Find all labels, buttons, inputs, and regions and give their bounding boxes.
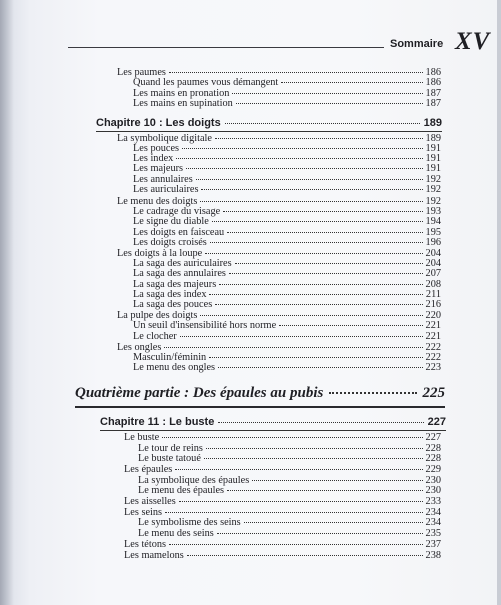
dot-leader (215, 138, 423, 139)
toc-entry (133, 216, 441, 227)
dot-leader (227, 490, 422, 491)
toc-entry-title: Les index (133, 153, 174, 164)
toc-entry-page: 204 (425, 258, 441, 269)
toc-entry-title: Les doigts à la loupe (117, 248, 203, 259)
toc-entry-page: 194 (425, 216, 441, 227)
toc-entry-page: 238 (425, 550, 441, 561)
dot-leader (209, 357, 422, 358)
toc-entry (133, 268, 441, 279)
toc-entry-title: Le menu des ongles (133, 362, 216, 373)
dot-leader (215, 304, 422, 305)
toc-entry (138, 528, 441, 539)
chapter-11-heading (100, 416, 446, 428)
part-4-heading-title: Quatrième partie : Des épaules au pubis (75, 385, 324, 401)
toc-entry (138, 517, 441, 528)
toc-entry (124, 496, 441, 507)
toc-entry-page: 221 (425, 320, 441, 331)
toc-entry-page: 230 (425, 475, 441, 486)
toc-entry-title: Le symbolisme des seins (138, 517, 241, 528)
part-4-heading-page: 225 (422, 385, 445, 401)
toc-entry-title: Le clocher (133, 331, 177, 342)
dot-leader (165, 512, 423, 513)
toc-entry-title: Le buste tatoué (138, 453, 201, 464)
toc-entry-title: Les tétons (124, 539, 167, 550)
toc-entry (133, 320, 441, 331)
toc-entry-page: 189 (425, 133, 441, 144)
dot-leader (175, 469, 422, 470)
toc-entry (133, 331, 441, 342)
chapter-10-heading-page: 189 (423, 117, 442, 129)
toc-entry-title: Le cadrage du visage (133, 206, 221, 217)
dot-leader (196, 179, 423, 180)
toc-entry (133, 362, 441, 373)
toc-entry-page: 192 (425, 174, 441, 185)
toc-entry-title: Les épaules (124, 464, 173, 475)
toc-entry (138, 485, 441, 496)
toc-entry (133, 98, 441, 109)
dot-leader (252, 480, 422, 481)
toc-entry-title: Le menu des épaules (138, 485, 225, 496)
toc-entry-page: 233 (425, 496, 441, 507)
toc-entry-page: 191 (425, 163, 441, 174)
dot-leader (169, 544, 423, 545)
dot-leader (209, 294, 422, 295)
toc-entry-page: 220 (425, 310, 441, 321)
part-4-heading-rule (75, 406, 445, 408)
toc-entry-title: Masculin/féminin (133, 352, 207, 363)
toc-entry-page: 235 (425, 528, 441, 539)
dot-leader (227, 232, 422, 233)
dot-leader (225, 123, 420, 124)
toc-entry-title: Les annulaires (133, 174, 193, 185)
toc-entry-page: 192 (425, 196, 441, 207)
toc-entry-title: Un seuil d'insensibilité hors norme (133, 320, 277, 331)
toc-entry-page: 221 (425, 331, 441, 342)
toc-entry-page: 237 (425, 539, 441, 550)
toc-entry-title: La saga des annulaires (133, 268, 226, 279)
chapter-11-heading-page: 227 (427, 416, 446, 428)
dot-leader (217, 533, 423, 534)
dot-leader (200, 315, 422, 316)
toc-entry-title: La saga des auriculaires (133, 258, 232, 269)
toc-entry-page: 222 (425, 352, 441, 363)
toc-entry-page: 187 (425, 98, 441, 109)
toc-entry-title: Le menu des doigts (117, 196, 198, 207)
toc-entry-page: 191 (425, 143, 441, 154)
dot-leader (218, 367, 422, 368)
toc-entry-title: Les pouces (133, 143, 180, 154)
dot-leader (186, 168, 423, 169)
dot-leader (164, 347, 422, 348)
toc-entry-page: 228 (425, 453, 441, 464)
dot-leader (182, 148, 423, 149)
dot-leader (162, 437, 422, 438)
dot-leader (229, 273, 423, 274)
toc-entry-page: 234 (425, 507, 441, 518)
toc-entry-page: 211 (425, 289, 441, 300)
toc-entry-page: 216 (425, 299, 441, 310)
chapter-10-heading-rule (96, 131, 442, 132)
chapter-11-heading-rule (100, 430, 446, 431)
toc-entry-page: 186 (425, 67, 441, 78)
toc-entry-title: Le tour de reins (138, 443, 203, 454)
toc-entry-page: 223 (425, 362, 441, 373)
dot-leader (235, 263, 423, 264)
toc-entry-page: 234 (425, 517, 441, 528)
toc-entry-title: Quand les paumes vous démangent (133, 77, 279, 88)
toc-entry-page: 222 (425, 342, 441, 353)
dot-leader (201, 189, 422, 190)
dot-leader (206, 448, 423, 449)
toc-entry (133, 237, 441, 248)
toc-entry-page: 196 (425, 237, 441, 248)
dot-leader (223, 211, 422, 212)
toc-entry-page: 186 (425, 77, 441, 88)
toc-entry-title: La pulpe des doigts (117, 310, 198, 321)
page-number-roman: XV (455, 28, 491, 55)
toc-entry-title: La saga des majeurs (133, 279, 217, 290)
dot-leader (329, 392, 416, 394)
chapter-10-heading-title: Chapitre 10 : Les doigts (96, 117, 221, 129)
header-rule (68, 47, 384, 48)
part-4-heading (75, 385, 445, 402)
toc-entry-title: Les majeurs (133, 163, 184, 174)
toc-entry-page: 192 (425, 184, 441, 195)
toc-entry-page: 193 (425, 206, 441, 217)
toc-entry (133, 299, 441, 310)
toc-entry-title: La symbolique digitale (117, 133, 212, 144)
toc-entry-page: 228 (425, 443, 441, 454)
toc-entry-page: 204 (425, 248, 441, 259)
dot-leader (180, 336, 423, 337)
toc-entry-title: Les seins (124, 507, 163, 518)
toc-entry-page: 187 (425, 88, 441, 99)
chapter-11-heading-title: Chapitre 11 : Le buste (100, 416, 215, 428)
toc-entry-title: Les mamelons (124, 550, 184, 561)
toc-entry (124, 550, 441, 561)
dot-leader (218, 422, 423, 423)
dot-leader (212, 221, 423, 222)
dot-leader (244, 522, 423, 523)
toc-entry (133, 77, 441, 88)
toc-entry-title: La symbolique des épaules (138, 475, 250, 486)
dot-leader (200, 201, 422, 202)
dot-leader (204, 458, 423, 459)
dot-leader (187, 555, 423, 556)
toc-entry-page: 207 (425, 268, 441, 279)
toc-entry-page: 227 (425, 432, 441, 443)
toc-entry (133, 163, 441, 174)
toc-entry (124, 464, 441, 475)
toc-entry-page: 229 (425, 464, 441, 475)
toc-entry-title: Les ongles (117, 342, 162, 353)
dot-leader (179, 501, 423, 502)
toc-entry (124, 539, 441, 550)
toc-entry (133, 184, 441, 195)
toc-entry-title: Le menu des seins (138, 528, 214, 539)
dot-leader (281, 82, 422, 83)
dot-leader (279, 325, 422, 326)
page-edge (497, 0, 501, 605)
toc-entry-page: 230 (425, 485, 441, 496)
toc-entry-title: Le buste (124, 432, 160, 443)
toc-entry-page: 195 (425, 227, 441, 238)
running-header: Sommaire (390, 38, 444, 50)
toc-entry-title: Les doigts en faisceau (133, 227, 225, 238)
toc-entry (124, 432, 441, 443)
dot-leader (232, 93, 422, 94)
dot-leader (205, 253, 422, 254)
toc-entry-title: Les auriculaires (133, 184, 199, 195)
toc-entry-title: La saga des index (133, 289, 207, 300)
toc-entry-title: La saga des pouces (133, 299, 213, 310)
dot-leader (219, 284, 422, 285)
toc-entry-title: Les mains en supination (133, 98, 233, 109)
toc-entry-page: 191 (425, 153, 441, 164)
toc-entry-title: Les mains en pronation (133, 88, 230, 99)
toc-entry-title: Les aisselles (124, 496, 176, 507)
dot-leader (210, 242, 423, 243)
toc-entry (138, 453, 441, 464)
dot-leader (236, 103, 423, 104)
chapter-10-heading (96, 117, 442, 129)
toc-entry-title: Le signe du diable (133, 216, 209, 227)
toc-entry-page: 208 (425, 279, 441, 290)
book-gutter-shadow (0, 0, 14, 605)
dot-leader (169, 72, 423, 73)
dot-leader (176, 158, 422, 159)
toc-entry-title: Les doigts croisés (133, 237, 207, 248)
toc-entry-title: Les paumes (117, 67, 166, 78)
